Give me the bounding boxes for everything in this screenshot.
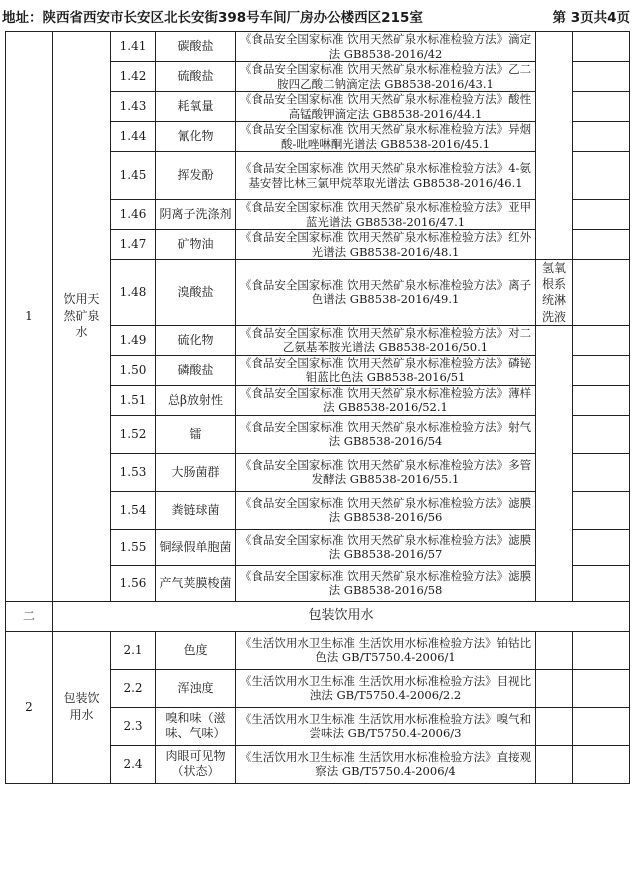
parameter-name: 粪链球菌	[156, 491, 236, 529]
method-text: 《食品安全国家标准 饮用天然矿泉水标准检验方法》多管发酵法 GB8538-2016/55.1	[236, 453, 536, 491]
blank-cell	[536, 325, 573, 601]
parameter-name: 阴离子洗涤剂	[156, 200, 236, 230]
blank-cell	[536, 707, 573, 745]
method-text: 《生活饮用水卫生标准 生活饮用水标准检验方法》嗅气和尝味法 GB/T5750.4-2006/3	[236, 707, 536, 745]
method-text: 《食品安全国家标准 饮用天然矿泉水标准检验方法》射气法 GB8538-2016/54	[236, 415, 536, 453]
parameter-name: 产气荚膜梭菌	[156, 565, 236, 601]
category-number: 二	[6, 601, 53, 631]
blank-cell	[573, 453, 630, 491]
item-number: 1.45	[111, 152, 156, 200]
blank-cell	[573, 491, 630, 529]
item-number: 1.47	[111, 230, 156, 260]
blank-cell	[573, 32, 630, 62]
method-text: 《生活饮用水卫生标准 生活饮用水标准检验方法》直接观察法 GB/T5750.4-2006/4	[236, 745, 536, 783]
item-number: 2.4	[111, 745, 156, 783]
method-text: 《食品安全国家标准 饮用天然矿泉水标准检验方法》酸性高锰酸钾滴定法 GB8538-2016/44.1	[236, 92, 536, 122]
blank-cell	[573, 62, 630, 92]
blank-cell	[573, 92, 630, 122]
method-text: 《食品安全国家标准 饮用天然矿泉水标准检验方法》滤膜法 GB8538-2016/56	[236, 491, 536, 529]
blank-cell	[573, 385, 630, 415]
parameter-name: 耗氧量	[156, 92, 236, 122]
product-name-text: 饮用天然矿泉水	[63, 292, 100, 339]
blank-cell	[573, 707, 630, 745]
item-number: 1.55	[111, 529, 156, 565]
item-number: 1.48	[111, 260, 156, 326]
page-number: 第 3页共4页	[552, 10, 630, 26]
category-row	[6, 601, 630, 631]
blank-cell	[536, 631, 573, 669]
parameter-name: 硫化物	[156, 325, 236, 355]
item-number: 2.2	[111, 669, 156, 707]
group-number: 1	[6, 32, 53, 602]
blank-cell	[573, 529, 630, 565]
method-text: 《食品安全国家标准 饮用天然矿泉水标准检验方法》4-氨基安替比林三氯甲烷萃取光谱法 GB8538-2016/46.1	[236, 152, 536, 200]
blank-cell	[573, 631, 630, 669]
method-text: 《食品安全国家标准 饮用天然矿泉水标准检验方法》滤膜法 GB8538-2016/58	[236, 565, 536, 601]
parameter-name: 镭	[156, 415, 236, 453]
table-row	[6, 631, 630, 669]
method-text: 《食品安全国家标准 饮用天然矿泉水标准检验方法》亚甲蓝光谱法 GB8538-2016/47.1	[236, 200, 536, 230]
item-number: 1.43	[111, 92, 156, 122]
page-header	[2, 6, 630, 28]
product-name	[53, 32, 111, 602]
parameter-name: 色度	[156, 631, 236, 669]
blank-cell	[536, 669, 573, 707]
item-number: 1.54	[111, 491, 156, 529]
item-number: 1.44	[111, 122, 156, 152]
item-number: 1.42	[111, 62, 156, 92]
parameter-name: 碳酸盐	[156, 32, 236, 62]
blank-cell	[573, 415, 630, 453]
blank-cell	[573, 260, 630, 326]
method-text: 《食品安全国家标准 饮用天然矿泉水标准检验方法》对二乙氨基苯胺光谱法 GB8538-2016/50.1	[236, 325, 536, 355]
parameter-name: 硫酸盐	[156, 62, 236, 92]
blank-cell	[573, 745, 630, 783]
parameter-name: 大肠菌群	[156, 453, 236, 491]
blank-cell	[573, 355, 630, 385]
blank-cell	[573, 200, 630, 230]
address: 地址：陕西省西安市长安区北长安街398号车间厂房办公楼西区215室	[2, 10, 423, 26]
parameter-name: 磷酸盐	[156, 355, 236, 385]
blank-cell	[536, 745, 573, 783]
blank-cell	[573, 325, 630, 355]
method-text: 《食品安全国家标准 饮用天然矿泉水标准检验方法》磷铋钼蓝比色法 GB8538-2016/51	[236, 355, 536, 385]
product-name	[53, 631, 111, 783]
item-number: 1.53	[111, 453, 156, 491]
item-number: 2.3	[111, 707, 156, 745]
method-text: 《食品安全国家标准 饮用天然矿泉水标准检验方法》红外光谱法 GB8538-2016/48.1	[236, 230, 536, 260]
parameter-name: 铜绿假单胞菌	[156, 529, 236, 565]
item-number: 1.49	[111, 325, 156, 355]
table-row	[6, 32, 630, 62]
blank-cell	[573, 565, 630, 601]
parameter-name: 浑浊度	[156, 669, 236, 707]
parameter-name: 总β放射性	[156, 385, 236, 415]
parameter-name: 矿物油	[156, 230, 236, 260]
item-number: 1.50	[111, 355, 156, 385]
blank-cell	[573, 669, 630, 707]
product-name-text: 包装饮用水	[63, 691, 100, 722]
item-number: 1.52	[111, 415, 156, 453]
exclusion-note	[536, 260, 573, 326]
blank-cell	[573, 230, 630, 260]
item-number: 1.56	[111, 565, 156, 601]
method-text: 《食品安全国家标准 饮用天然矿泉水标准检验方法》薄样法 GB8538-2016/52.1	[236, 385, 536, 415]
method-text: 《生活饮用水卫生标准 生活饮用水标准检验方法》目视比浊法 GB/T5750.4-2006/2.2	[236, 669, 536, 707]
blank-cell	[573, 122, 630, 152]
parameter-name: 肉眼可见物（状态）	[156, 745, 236, 783]
method-text: 《食品安全国家标准 饮用天然矿泉水标准检验方法》离子色谱法 GB8538-2016/49.1	[236, 260, 536, 326]
method-text: 《食品安全国家标准 饮用天然矿泉水标准检验方法》乙二胺四乙酸二钠滴定法 GB8538-2016/43.1	[236, 62, 536, 92]
item-number: 1.46	[111, 200, 156, 230]
item-number: 1.41	[111, 32, 156, 62]
parameter-name: 溴酸盐	[156, 260, 236, 326]
item-number: 2.1	[111, 631, 156, 669]
blank-cell	[536, 32, 573, 260]
method-text: 《食品安全国家标准 饮用天然矿泉水标准检验方法》滴定法 GB8538-2016/42	[236, 32, 536, 62]
parameter-name: 嗅和味（滋味、气味）	[156, 707, 236, 745]
blank-cell	[573, 152, 630, 200]
method-text: 《生活饮用水卫生标准 生活饮用水标准检验方法》铂钴比色法 GB/T5750.4-2006/1	[236, 631, 536, 669]
parameter-name: 挥发酚	[156, 152, 236, 200]
exclusion-text: 氢氧根系统淋洗液	[541, 261, 566, 324]
accreditation-table	[5, 31, 630, 784]
category-title: 包装饮用水	[53, 601, 630, 631]
parameter-name: 氰化物	[156, 122, 236, 152]
item-number: 1.51	[111, 385, 156, 415]
group-number: 2	[6, 631, 53, 783]
method-text: 《食品安全国家标准 饮用天然矿泉水标准检验方法》滤膜法 GB8538-2016/57	[236, 529, 536, 565]
method-text: 《食品安全国家标准 饮用天然矿泉水标准检验方法》异烟酸-吡唑啉酮光谱法 GB8538-2016/45.1	[236, 122, 536, 152]
